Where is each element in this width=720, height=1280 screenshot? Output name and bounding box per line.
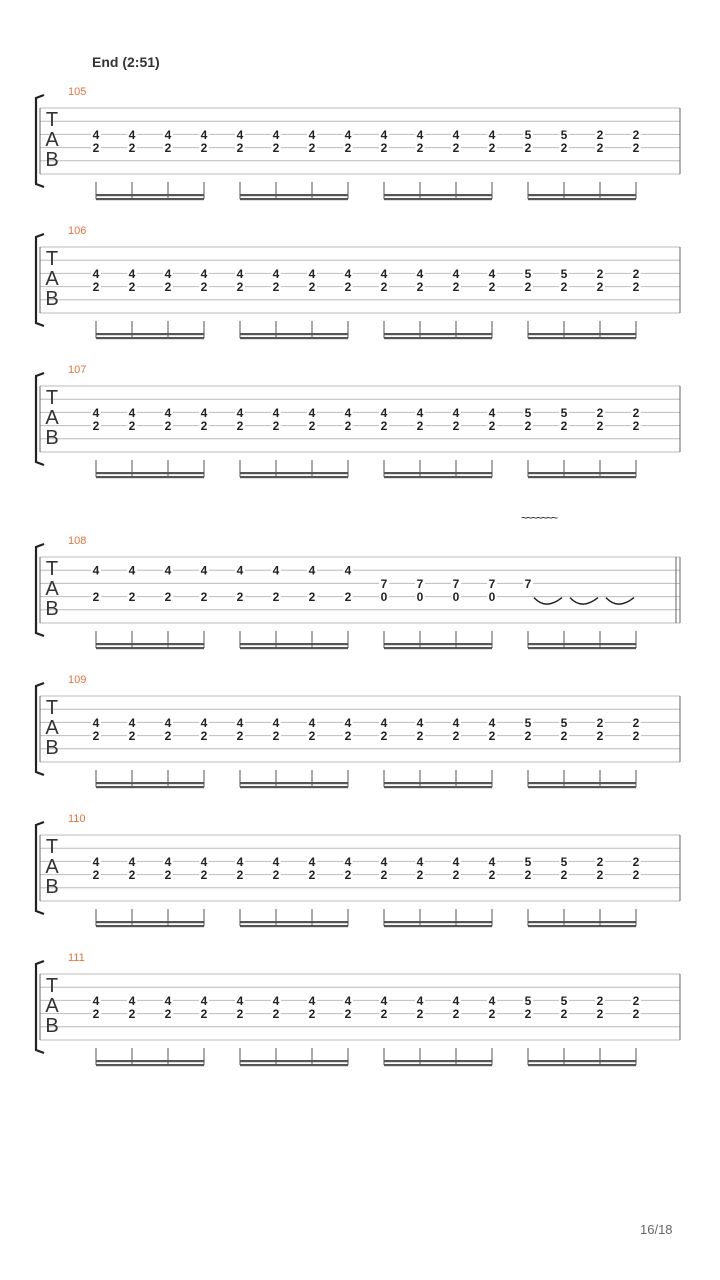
measure-number: 108 — [68, 535, 87, 547]
fret-number: 7 — [488, 576, 496, 591]
tab-clef-a: A — [45, 268, 59, 290]
fret-number: 2 — [416, 280, 424, 295]
fret-number: 2 — [632, 729, 640, 744]
fret-number: 5 — [560, 266, 568, 281]
fret-number: 4 — [488, 854, 496, 869]
fret-number: 4 — [236, 405, 244, 420]
fret-number: 4 — [272, 563, 280, 578]
fret-number: 2 — [560, 868, 568, 883]
tab-clef-a: A — [45, 995, 59, 1017]
fret-number: 2 — [164, 280, 172, 295]
measure-number: 105 — [68, 86, 87, 98]
fret-number: 2 — [632, 715, 640, 730]
fret-number: 4 — [344, 405, 352, 420]
tab-clef-a: A — [45, 407, 59, 429]
fret-number: 4 — [92, 266, 100, 281]
fret-number: 2 — [596, 266, 604, 281]
fret-number: 2 — [164, 729, 172, 744]
fret-number: 2 — [596, 868, 604, 883]
fret-number: 2 — [488, 280, 496, 295]
tab-clef-t: T — [45, 387, 59, 409]
fret-number: 2 — [380, 141, 388, 156]
fret-number: 4 — [272, 405, 280, 420]
fret-number: 2 — [128, 729, 136, 744]
fret-number: 2 — [236, 868, 244, 883]
fret-number: 5 — [560, 405, 568, 420]
fret-number: 4 — [380, 266, 388, 281]
fret-number: 2 — [452, 141, 460, 156]
page-number: 16/18 — [640, 1222, 673, 1237]
tab-clef-t: T — [45, 248, 59, 270]
tab-clef-t: T — [45, 558, 59, 580]
fret-number: 4 — [128, 405, 136, 420]
fret-number: 2 — [308, 141, 316, 156]
fret-number: 4 — [272, 854, 280, 869]
fret-number: 2 — [596, 854, 604, 869]
fret-number: 4 — [164, 266, 172, 281]
fret-number: 2 — [596, 405, 604, 420]
fret-number: 4 — [272, 127, 280, 142]
fret-number: 4 — [308, 993, 316, 1008]
fret-number: 2 — [596, 715, 604, 730]
fret-number: 2 — [344, 868, 352, 883]
fret-number: 5 — [560, 854, 568, 869]
fret-number: 2 — [344, 729, 352, 744]
fret-number: 4 — [488, 993, 496, 1008]
fret-number: 2 — [524, 280, 532, 295]
fret-number: 2 — [524, 141, 532, 156]
fret-number: 2 — [344, 141, 352, 156]
fret-number: 5 — [524, 127, 532, 142]
fret-number: 2 — [128, 280, 136, 295]
fret-number: 4 — [128, 854, 136, 869]
fret-number: 4 — [164, 563, 172, 578]
fret-number: 4 — [236, 854, 244, 869]
fret-number: 2 — [596, 729, 604, 744]
fret-number: 2 — [92, 141, 100, 156]
fret-number: 2 — [452, 1007, 460, 1022]
fret-number: 5 — [560, 127, 568, 142]
fret-number: 4 — [380, 854, 388, 869]
fret-number: 4 — [416, 127, 424, 142]
fret-number: 2 — [272, 141, 280, 156]
measure-number: 107 — [68, 364, 87, 376]
fret-number: 2 — [200, 868, 208, 883]
fret-number: 4 — [200, 993, 208, 1008]
fret-number: 4 — [452, 266, 460, 281]
tab-clef-b: B — [45, 598, 59, 620]
fret-number: 7 — [452, 576, 460, 591]
beam-primary — [240, 1060, 348, 1062]
measure-number: 109 — [68, 674, 87, 686]
fret-number: 2 — [236, 419, 244, 434]
fret-number: 4 — [488, 266, 496, 281]
fret-number: 4 — [452, 127, 460, 142]
fret-number: 4 — [380, 715, 388, 730]
fret-number: 4 — [236, 127, 244, 142]
fret-number: 4 — [92, 854, 100, 869]
fret-number: 2 — [92, 1007, 100, 1022]
fret-number: 2 — [632, 280, 640, 295]
tab-clef-t: T — [45, 697, 59, 719]
vibrato-mark: ~~~~~~~ — [521, 511, 557, 525]
fret-number: 0 — [380, 590, 388, 605]
fret-number: 4 — [452, 405, 460, 420]
fret-number: 2 — [128, 141, 136, 156]
fret-number: 2 — [416, 419, 424, 434]
fret-number: 2 — [380, 729, 388, 744]
fret-number: 4 — [416, 993, 424, 1008]
fret-number: 2 — [272, 590, 280, 605]
fret-number: 4 — [92, 405, 100, 420]
fret-number: 0 — [416, 590, 424, 605]
fret-number: 5 — [524, 854, 532, 869]
fret-number: 2 — [488, 868, 496, 883]
fret-number: 2 — [308, 868, 316, 883]
fret-number: 0 — [452, 590, 460, 605]
fret-number: 4 — [344, 266, 352, 281]
fret-number: 2 — [524, 419, 532, 434]
fret-number: 2 — [560, 141, 568, 156]
fret-number: 4 — [308, 715, 316, 730]
fret-number: 7 — [380, 576, 388, 591]
fret-number: 2 — [164, 590, 172, 605]
fret-number: 2 — [416, 868, 424, 883]
fret-number: 4 — [344, 563, 352, 578]
tab-clef-b: B — [45, 737, 59, 759]
fret-number: 2 — [200, 1007, 208, 1022]
fret-number: 4 — [200, 854, 208, 869]
fret-number: 2 — [308, 1007, 316, 1022]
tab-clef-b: B — [45, 427, 59, 449]
fret-number: 2 — [524, 729, 532, 744]
fret-number: 2 — [560, 1007, 568, 1022]
fret-number: 2 — [272, 729, 280, 744]
fret-number: 2 — [632, 141, 640, 156]
fret-number: 2 — [164, 141, 172, 156]
fret-number: 4 — [128, 266, 136, 281]
tab-clef-a: A — [45, 578, 59, 600]
fret-number: 2 — [488, 729, 496, 744]
fret-number: 2 — [380, 419, 388, 434]
fret-number: 2 — [596, 1007, 604, 1022]
fret-number: 4 — [416, 405, 424, 420]
tab-clef-b: B — [45, 149, 59, 171]
fret-number: 4 — [308, 266, 316, 281]
measure-number: 106 — [68, 225, 87, 237]
fret-number: 4 — [200, 715, 208, 730]
measure-number: 111 — [68, 952, 85, 964]
fret-number: 4 — [128, 127, 136, 142]
fret-number: 4 — [200, 563, 208, 578]
fret-number: 4 — [380, 405, 388, 420]
tab-clef-t: T — [45, 975, 59, 997]
fret-number: 4 — [92, 127, 100, 142]
fret-number: 2 — [236, 1007, 244, 1022]
fret-number: 2 — [452, 729, 460, 744]
fret-number: 2 — [128, 868, 136, 883]
tab-clef-t: T — [45, 109, 59, 131]
fret-number: 4 — [128, 563, 136, 578]
fret-number: 2 — [128, 590, 136, 605]
fret-number: 2 — [452, 419, 460, 434]
fret-number: 4 — [164, 405, 172, 420]
fret-number: 2 — [416, 729, 424, 744]
fret-number: 4 — [272, 993, 280, 1008]
fret-number: 4 — [416, 715, 424, 730]
beam-primary — [528, 1060, 636, 1062]
fret-number: 2 — [452, 280, 460, 295]
fret-number: 2 — [632, 1007, 640, 1022]
fret-number: 2 — [560, 729, 568, 744]
fret-number: 7 — [524, 576, 532, 591]
fret-number: 2 — [596, 419, 604, 434]
fret-number: 2 — [632, 266, 640, 281]
fret-number: 4 — [308, 405, 316, 420]
fret-number: 0 — [488, 590, 496, 605]
fret-number: 2 — [380, 280, 388, 295]
fret-number: 4 — [452, 715, 460, 730]
fret-number: 4 — [236, 715, 244, 730]
fret-number: 2 — [632, 854, 640, 869]
tab-clef-t: T — [45, 836, 59, 858]
fret-number: 2 — [272, 868, 280, 883]
fret-number: 2 — [92, 868, 100, 883]
fret-number: 5 — [524, 993, 532, 1008]
fret-number: 2 — [488, 141, 496, 156]
fret-number: 4 — [344, 715, 352, 730]
fret-number: 4 — [308, 563, 316, 578]
fret-number: 2 — [416, 141, 424, 156]
fret-number: 4 — [92, 715, 100, 730]
fret-number: 2 — [344, 280, 352, 295]
fret-number: 2 — [200, 280, 208, 295]
fret-number: 2 — [524, 1007, 532, 1022]
fret-number: 4 — [488, 715, 496, 730]
fret-number: 2 — [236, 590, 244, 605]
fret-number: 4 — [128, 715, 136, 730]
tab-clef-a: A — [45, 129, 59, 151]
fret-number: 2 — [272, 1007, 280, 1022]
fret-number: 4 — [344, 854, 352, 869]
fret-number: 4 — [128, 993, 136, 1008]
fret-number: 2 — [488, 1007, 496, 1022]
fret-number: 4 — [236, 563, 244, 578]
tab-clef-b: B — [45, 288, 59, 310]
fret-number: 4 — [416, 854, 424, 869]
fret-number: 4 — [200, 266, 208, 281]
fret-number: 4 — [380, 127, 388, 142]
fret-number: 2 — [632, 868, 640, 883]
fret-number: 2 — [128, 419, 136, 434]
fret-number: 2 — [164, 1007, 172, 1022]
beam-secondary — [96, 1064, 204, 1066]
fret-number: 2 — [344, 590, 352, 605]
fret-number: 2 — [92, 729, 100, 744]
fret-number: 2 — [632, 993, 640, 1008]
fret-number: 4 — [452, 993, 460, 1008]
section-label: End (2:51) — [92, 54, 160, 70]
fret-number: 4 — [164, 854, 172, 869]
fret-number: 4 — [164, 715, 172, 730]
fret-number: 5 — [560, 993, 568, 1008]
fret-number: 2 — [272, 280, 280, 295]
fret-number: 2 — [308, 590, 316, 605]
fret-number: 2 — [236, 729, 244, 744]
fret-number: 4 — [164, 127, 172, 142]
fret-number: 5 — [524, 405, 532, 420]
fret-number: 4 — [164, 993, 172, 1008]
fret-number: 2 — [488, 419, 496, 434]
tab-clef-a: A — [45, 856, 59, 878]
fret-number: 2 — [596, 141, 604, 156]
fret-number: 2 — [164, 419, 172, 434]
fret-number: 2 — [308, 280, 316, 295]
fret-number: 4 — [344, 993, 352, 1008]
fret-number: 2 — [380, 868, 388, 883]
fret-number: 4 — [92, 563, 100, 578]
fret-number: 4 — [236, 266, 244, 281]
fret-number: 2 — [452, 868, 460, 883]
fret-number: 2 — [380, 1007, 388, 1022]
fret-number: 2 — [200, 729, 208, 744]
fret-number: 4 — [236, 993, 244, 1008]
fret-number: 4 — [92, 993, 100, 1008]
fret-number: 2 — [92, 590, 100, 605]
fret-number: 2 — [236, 280, 244, 295]
fret-number: 2 — [344, 419, 352, 434]
tab-clef-b: B — [45, 1015, 59, 1037]
fret-number: 2 — [632, 127, 640, 142]
fret-number: 4 — [272, 715, 280, 730]
fret-number: 2 — [632, 419, 640, 434]
fret-number: 4 — [308, 854, 316, 869]
beam-secondary — [528, 1064, 636, 1066]
fret-number: 2 — [596, 280, 604, 295]
fret-number: 2 — [200, 590, 208, 605]
fret-number: 2 — [164, 868, 172, 883]
beam-secondary — [240, 1064, 348, 1066]
fret-number: 5 — [560, 715, 568, 730]
beam-secondary — [384, 1064, 492, 1066]
fret-number: 5 — [524, 266, 532, 281]
fret-number: 2 — [128, 1007, 136, 1022]
beam-primary — [384, 1060, 492, 1062]
fret-number: 2 — [632, 405, 640, 420]
fret-number: 2 — [200, 419, 208, 434]
fret-number: 2 — [524, 868, 532, 883]
fret-number: 2 — [416, 1007, 424, 1022]
fret-number: 2 — [308, 419, 316, 434]
fret-number: 2 — [92, 280, 100, 295]
measure-number: 110 — [68, 813, 86, 825]
fret-number: 7 — [416, 576, 424, 591]
fret-number: 4 — [344, 127, 352, 142]
fret-number: 2 — [596, 993, 604, 1008]
beam-primary — [96, 1060, 204, 1062]
fret-number: 2 — [272, 419, 280, 434]
fret-number: 2 — [344, 1007, 352, 1022]
fret-number: 2 — [200, 141, 208, 156]
fret-number: 2 — [560, 280, 568, 295]
fret-number: 4 — [308, 127, 316, 142]
fret-number: 4 — [272, 266, 280, 281]
fret-number: 4 — [452, 854, 460, 869]
fret-number: 4 — [200, 127, 208, 142]
fret-number: 4 — [488, 127, 496, 142]
fret-number: 2 — [560, 419, 568, 434]
tab-clef-a: A — [45, 717, 59, 739]
fret-number: 4 — [380, 993, 388, 1008]
tab-clef-b: B — [45, 876, 59, 898]
fret-number: 4 — [488, 405, 496, 420]
fret-number: 4 — [416, 266, 424, 281]
fret-number: 2 — [92, 419, 100, 434]
fret-number: 5 — [524, 715, 532, 730]
fret-number: 2 — [236, 141, 244, 156]
fret-number: 4 — [200, 405, 208, 420]
fret-number: 2 — [308, 729, 316, 744]
fret-number: 2 — [596, 127, 604, 142]
